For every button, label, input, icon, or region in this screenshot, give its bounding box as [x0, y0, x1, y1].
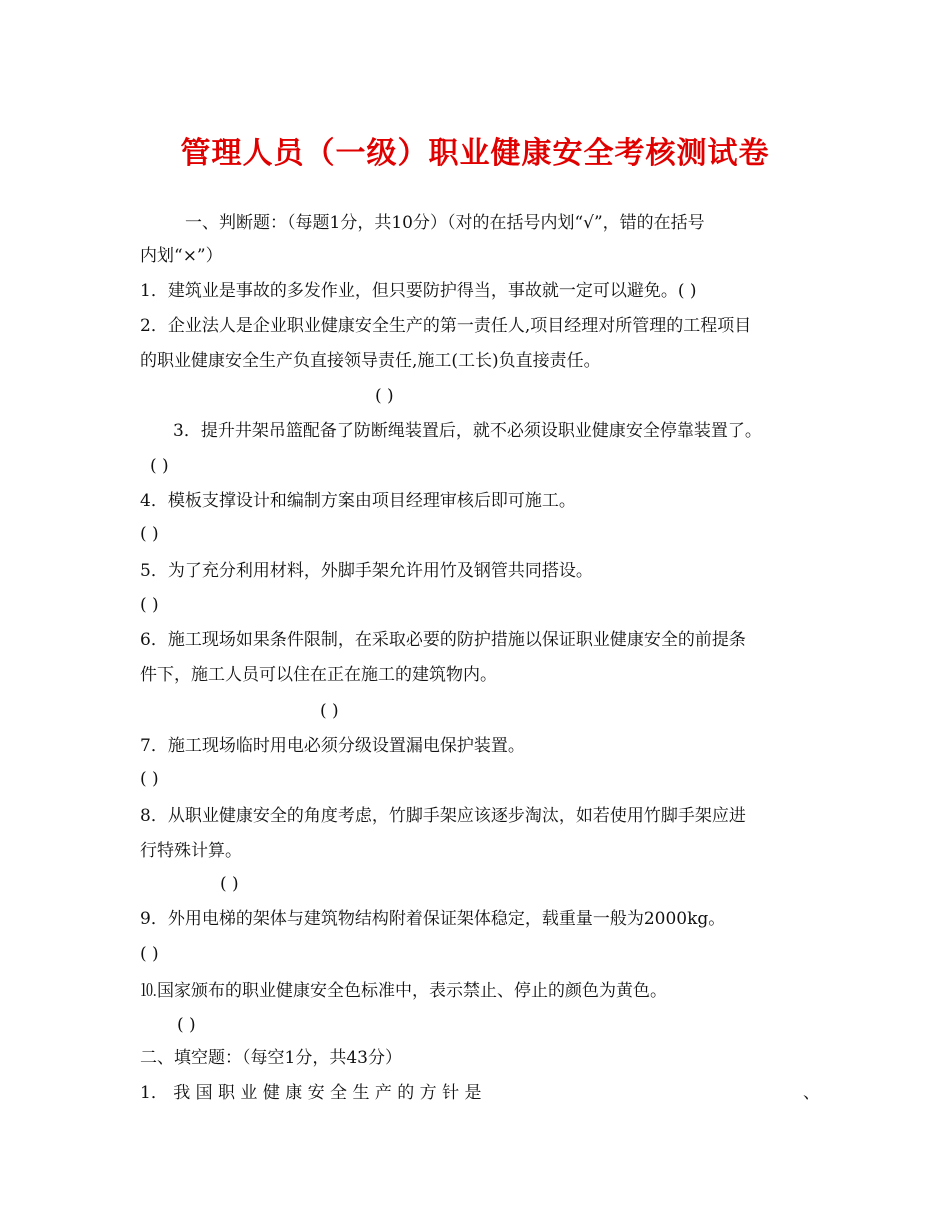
question-8-line2: 行特殊计算。 [140, 841, 242, 861]
question-3-answer-paren: ( ) [150, 456, 169, 476]
question-1: 1．建筑业是事故的多发作业，但只要防护得当，事故就一定可以避免。( ) [140, 281, 697, 301]
question-4-answer-paren: ( ) [140, 524, 159, 544]
question-4: 4．模板支撑设计和编制方案由项目经理审核后即可施工。 [140, 491, 576, 511]
question-5-answer-paren: ( ) [140, 595, 159, 615]
fill-question-1-text: 1． 我 国 职 业 健 康 安 全 生 产 的 方 针 是 [140, 1083, 482, 1103]
question-3: 3．提升井架吊篮配备了防断绳装置后，就不必须设职业健康安全停靠装置了。 [173, 421, 762, 441]
question-8-answer-paren: ( ) [220, 874, 239, 894]
section1-header-line2: 内划“×”） [140, 246, 223, 266]
page-title: 管理人员（一级）职业健康安全考核测试卷 [180, 136, 770, 171]
section1-header-line1: 一、判断题：（每题1分，共10分）（对的在括号内划“√”，错的在括号 [185, 213, 705, 233]
question-6-line2: 件下，施工人员可以住在正在施工的建筑物内。 [140, 665, 497, 685]
question-7: 7．施工现场临时用电必须分级设置漏电保护装置。 [140, 736, 525, 756]
question-5: 5．为了充分利用材料，外脚手架允许用竹及钢管共同搭设。 [140, 561, 593, 581]
question-2-answer-paren: ( ) [375, 386, 394, 406]
question-6-line1: 6．施工现场如果条件限制，在采取必要的防护措施以保证职业健康安全的前提条 [140, 630, 746, 650]
fill-question-1 [140, 1082, 820, 1104]
question-2-line2: 的职业健康安全生产负直接领导责任,施工(工长)负直接责任。 [140, 351, 601, 371]
question-7-answer-paren: ( ) [140, 769, 159, 789]
question-9: 9．外用电梯的架体与建筑物结构附着保证架体稳定，载重量一般为2000kg。 [140, 909, 726, 929]
question-10-answer-paren: ( ) [177, 1015, 196, 1035]
question-10: ⒑国家颁布的职业健康安全色标准中，表示禁止、停止的颜色为黄色。 [140, 981, 667, 1001]
question-2-line1: 2．企业法人是企业职业健康安全生产的第一责任人,项目经理对所管理的工程项目 [140, 316, 752, 336]
question-9-answer-paren: ( ) [140, 944, 159, 964]
section2-header: 二、填空题：（每空1分，共43分） [140, 1048, 402, 1068]
question-6-answer-paren: ( ) [320, 701, 339, 721]
question-8-line1: 8．从职业健康安全的角度考虑，竹脚手架应该逐步淘汰，如若使用竹脚手架应进 [140, 806, 746, 826]
fill-question-1-separator: 、 [803, 1083, 820, 1103]
